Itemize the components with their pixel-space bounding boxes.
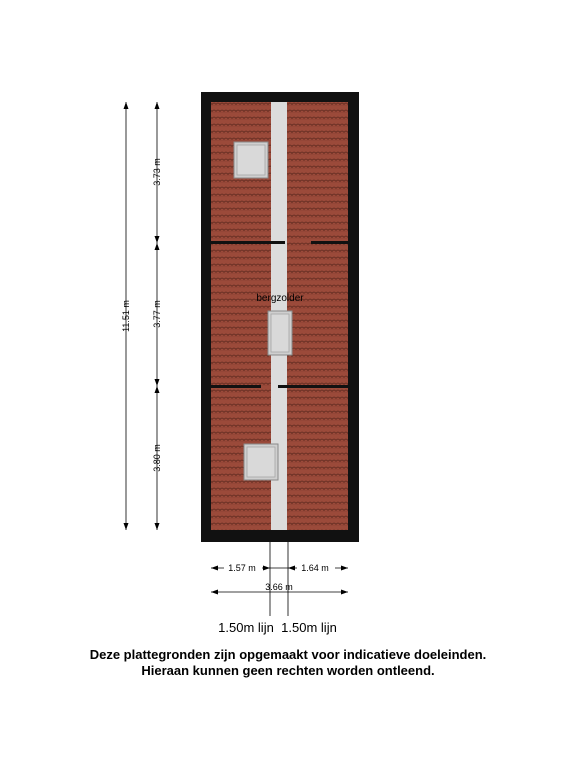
room-label: bergzolder [256,293,304,304]
width-total-label: 3.66 m [265,582,293,592]
roof-right [287,102,348,530]
disclaimer-line-2: Hieraan kunnen geen rechten worden ontleend. [141,663,435,678]
partition-top-right [311,241,348,244]
section-top-label: 3.73 m [152,158,162,186]
dimension-total-height [121,102,131,530]
width-left-label: 1.57 m [228,563,256,573]
dimension-widths [211,562,348,595]
partition-bottom-right [278,385,348,388]
hatch-middle [268,311,292,355]
total-height-label: 11.51 m [121,300,131,332]
partition-bottom-left [211,385,261,388]
line-left-label: 1.50m lijn [218,620,274,635]
section-bottom-label: 3.80 m [152,444,162,472]
section-middle-label: 3.77 m [152,300,162,328]
line-right-label: 1.50m lijn [281,620,337,635]
partition-top-left [211,241,285,244]
width-right-label: 1.64 m [301,563,329,573]
dimension-sections [152,102,162,530]
skylight-bottom [244,444,278,480]
disclaimer-line-1: Deze plattegronden zijn opgemaakt voor indicatieve doeleinden. [89,647,487,662]
skylight-top [234,142,268,178]
